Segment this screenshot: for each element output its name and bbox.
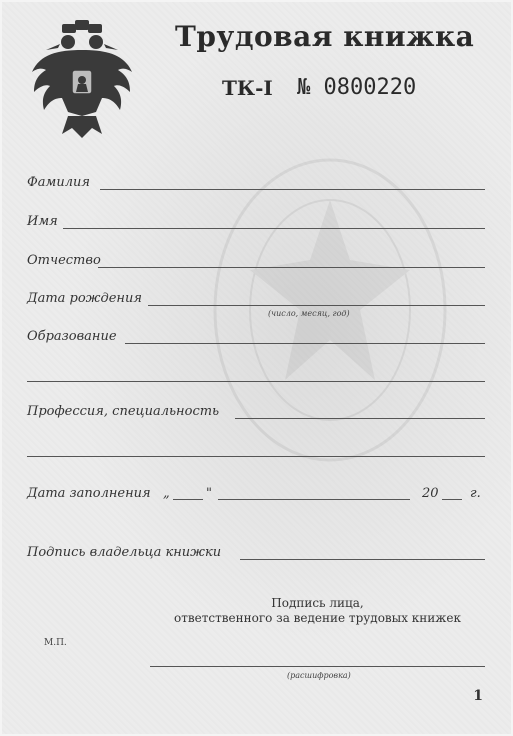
education-field-line[interactable] (125, 343, 485, 344)
profession-field-line[interactable] (235, 418, 485, 419)
name-label: Имя (27, 214, 58, 229)
document-title: Трудовая книжка (175, 20, 475, 53)
fill-day-field-line[interactable] (173, 499, 203, 500)
surname-field-line[interactable] (100, 189, 485, 190)
education-field-line-2[interactable] (27, 381, 485, 382)
birth-date-field-line[interactable] (148, 305, 485, 306)
fill-year-field-line[interactable] (442, 499, 462, 500)
birth-date-hint: (число, месяц, год) (268, 309, 350, 318)
responsible-signature-caption (150, 596, 485, 626)
fill-month-field-line[interactable] (218, 499, 410, 500)
series-label: ТК-I (222, 76, 273, 100)
coat-of-arms-icon (28, 20, 136, 140)
stamp-place-label: М.П. (44, 638, 67, 648)
fill-year-suffix: г. (470, 486, 481, 501)
fill-date-quote-open: „ (163, 486, 170, 501)
patronymic-label: Отчество (27, 253, 101, 268)
responsible-signature-line[interactable] (150, 666, 485, 667)
owner-signature-label: Подпись владельца книжки (27, 545, 222, 560)
patronymic-field-line[interactable] (98, 267, 485, 268)
fill-year-prefix: 20 (422, 486, 439, 501)
birth-date-label: Дата рождения (27, 291, 142, 306)
page-number: 1 (473, 688, 483, 704)
fill-date-label: Дата заполнения (27, 486, 151, 501)
signature-decoding-hint: (расшифровка) (287, 671, 351, 680)
owner-signature-field-line[interactable] (240, 559, 485, 560)
document-number: № 0800220 (297, 75, 417, 100)
responsible-caption-line-1: Подпись лица, (271, 596, 364, 610)
name-field-line[interactable] (63, 228, 485, 229)
surname-label: Фамилия (27, 175, 90, 190)
fill-date-quote-close: " (206, 486, 212, 501)
profession-field-line-2[interactable] (27, 456, 485, 457)
profession-label: Профессия, специальность (27, 404, 220, 419)
responsible-caption-line-2: ответственного за ведение трудовых книжек (174, 611, 461, 625)
education-label: Образование (27, 329, 117, 344)
